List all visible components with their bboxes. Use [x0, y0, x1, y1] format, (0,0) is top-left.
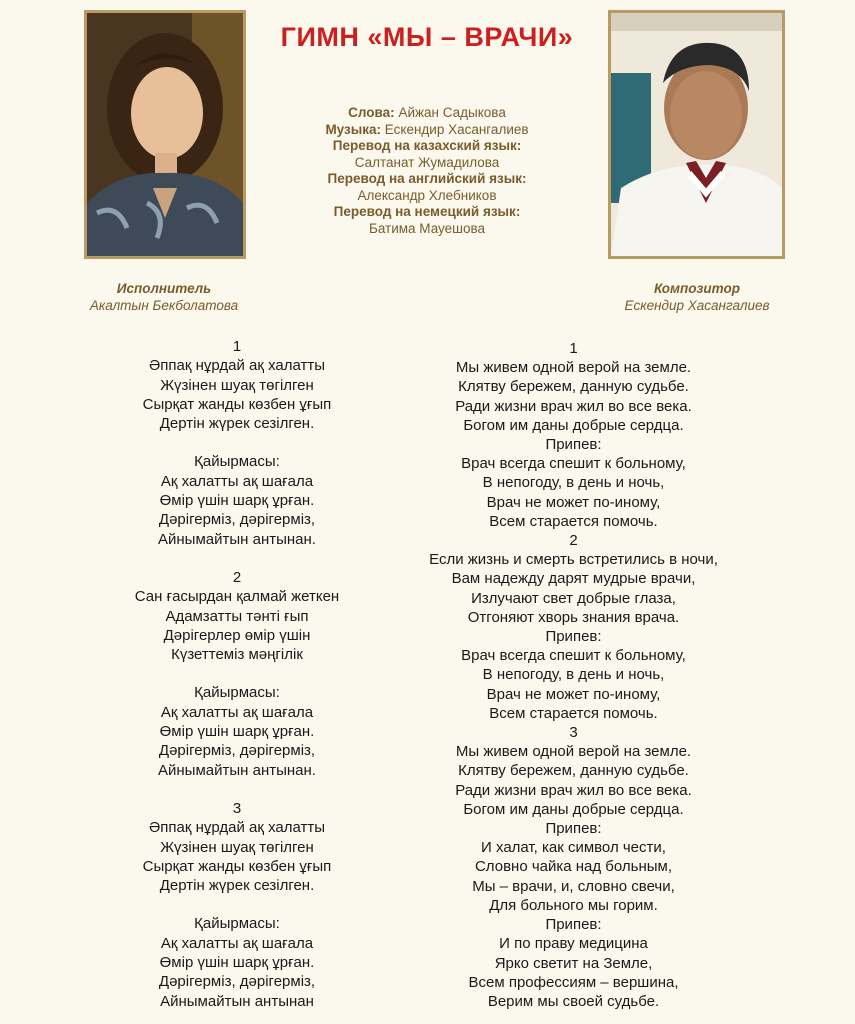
russian-lyric-line: Верим мы своей судьбе.	[487, 992, 660, 1010]
kazakh-lyric-line: 3	[232, 799, 242, 817]
kazakh-lyric-line: Айнымайтын антынан.	[158, 530, 316, 548]
kazakh-lyric-line: Әппақ нұрдай ақ халатты	[148, 819, 326, 837]
russian-lyric-line: Припев:	[545, 916, 602, 934]
kazakh-lyric-line: Жүзінен шуақ төгілген	[160, 838, 314, 856]
credit-music: Музыка: Ескендир Хасангалиев	[325, 121, 529, 137]
russian-lyric-line: Врач не может по-иному,	[486, 493, 661, 511]
kazakh-lyric-line: Айнымайтын антынан	[160, 992, 314, 1010]
russian-lyric-line: Припев:	[545, 628, 602, 646]
russian-lyric-line: 3	[569, 724, 578, 742]
russian-lyric-line: Врач всегда спешит к больному,	[461, 647, 686, 665]
russian-lyric-line: Словно чайка над больным,	[474, 858, 673, 876]
kazakh-lyric-line: Ақ халатты ақ шағала	[160, 703, 314, 721]
kazakh-lyric-line: Адамзатты тәнті ғып	[165, 607, 309, 625]
credit-kazakh-translator: Салтанат Жумадилова	[354, 154, 500, 170]
russian-lyric-line: Мы живем одной верой на земле.	[455, 743, 692, 761]
kazakh-lyric-line	[107, 549, 367, 568]
credit-english-translation-label: Перевод на английский язык:	[327, 171, 527, 186]
kazakh-lyric-line	[107, 780, 367, 799]
russian-lyric-line: Излучают свет добрые глаза,	[471, 589, 676, 607]
russian-lyric-line: Припев:	[545, 820, 602, 838]
russian-lyric-line: Мы живем одной верой на земле.	[455, 359, 692, 377]
russian-lyric-line: Отгоняют хворь знания врача.	[467, 608, 680, 626]
russian-lyric-line: Всем профессиям – вершина,	[468, 973, 679, 991]
kazakh-lyric-line: Дәрігерлер өмір үшін	[163, 626, 311, 644]
kazakh-lyric-line: Сан ғасырдан қалмай жеткен	[134, 588, 340, 606]
kazakh-lyric-line: Дәрігерміз, дәрігерміз,	[158, 973, 316, 991]
russian-lyric-line: Ярко светит на Земле,	[494, 954, 653, 972]
kazakh-lyric-line: Күзеттеміз мәңгілік	[171, 646, 303, 664]
russian-lyric-line: Клятву бережем, данную судьбе.	[458, 762, 689, 780]
kazakh-lyric-line: Қайырмасы:	[194, 915, 280, 933]
russian-lyric-line: Врач всегда спешит к больному,	[461, 455, 686, 473]
russian-lyric-line: Припев:	[545, 436, 602, 454]
russian-lyric-line: Богом им даны добрые сердца.	[463, 800, 684, 818]
kazakh-lyric-line: Сырқат жанды көзбен ұғып	[142, 395, 332, 413]
russian-lyric-line: Всем старается помочь.	[489, 512, 658, 530]
performer-photo	[84, 10, 246, 259]
kazakh-lyric-line: Дәрігерміз, дәрігерміз,	[158, 742, 316, 760]
kazakh-lyric-line: Әппақ нұрдай ақ халатты	[148, 357, 326, 375]
russian-lyric-line: Ради жизни врач жил во все века.	[455, 397, 692, 415]
russian-lyric-line: В непогоду, в день и ночь,	[482, 474, 665, 492]
kazakh-lyric-line: Дертін жүрек сезілген.	[159, 415, 315, 433]
kazakh-lyric-line: Қайырмасы:	[194, 684, 280, 702]
composer-caption	[597, 280, 797, 314]
composer-name: Ескендир Хасангалиев	[624, 298, 770, 313]
kazakh-lyric-line	[107, 664, 367, 683]
kazakh-lyric-line: Өмір үшін шарқ ұрған.	[159, 723, 315, 741]
credit-english-translator: Александр Хлебников	[357, 187, 497, 203]
composer-portrait-graphic	[611, 13, 782, 256]
kazakh-lyric-line	[107, 433, 367, 452]
russian-lyric-line: И по праву медицина	[499, 935, 648, 953]
composer-role: Композитор	[654, 281, 740, 296]
performer-portrait-graphic	[87, 13, 243, 256]
russian-lyric-line: В непогоду, в день и ночь,	[482, 666, 665, 684]
russian-lyric-line: Ради жизни врач жил во все века.	[455, 781, 692, 799]
kazakh-lyric-line: Дертін жүрек сезілген.	[159, 877, 315, 895]
kazakh-lyric-line: Ақ халатты ақ шағала	[160, 934, 314, 952]
kazakh-lyric-line: Айнымайтын антынан.	[158, 761, 316, 779]
credit-german-translator: Батима Мауешова	[368, 220, 486, 236]
russian-lyrics-column	[400, 339, 747, 1011]
russian-lyric-line: 2	[569, 532, 578, 550]
composer-photo	[608, 10, 785, 259]
russian-lyric-line: Если жизнь и смерть встретились в ночи,	[429, 551, 718, 569]
credit-lyrics: Слова: Айжан Садыкова	[348, 105, 506, 120]
russian-lyric-line: Врач не может по-иному,	[486, 685, 661, 703]
credits-block	[246, 105, 608, 237]
russian-lyric-line: Мы – врачи, и, словно свечи,	[472, 877, 675, 895]
kazakh-lyrics-column	[107, 337, 367, 1011]
performer-caption	[64, 280, 264, 314]
russian-lyric-line: И халат, как символ чести,	[481, 839, 666, 857]
credit-kazakh-translation-label: Перевод на казахский язык:	[332, 138, 522, 153]
russian-lyric-line: Для больного мы горим.	[489, 896, 658, 914]
kazakh-lyric-line: Өмір үшін шарқ ұрған.	[159, 954, 315, 972]
kazakh-lyric-line: Сырқат жанды көзбен ұғып	[142, 857, 332, 875]
kazakh-lyric-line: 2	[232, 568, 242, 586]
kazakh-lyric-line	[107, 895, 367, 914]
russian-lyric-line: Клятву бережем, данную судьбе.	[458, 378, 689, 396]
kazakh-lyric-line: Өмір үшін шарқ ұрған.	[159, 492, 315, 510]
credit-german-translation-label: Перевод на немецкий язык:	[333, 204, 521, 219]
russian-lyric-line: Всем старается помочь.	[489, 704, 658, 722]
kazakh-lyric-line: Ақ халатты ақ шағала	[160, 472, 314, 490]
kazakh-lyric-line: Дәрігерміз, дәрігерміз,	[158, 511, 316, 529]
performer-name: Акалтын Бекболатова	[89, 298, 239, 313]
performer-role: Исполнитель	[116, 281, 212, 296]
page-title: ГИМН «МЫ – ВРАЧИ»	[280, 22, 574, 52]
russian-lyric-line: Богом им даны добрые сердца.	[463, 416, 684, 434]
russian-lyric-line: Вам надежду дарят мудрые врачи,	[451, 570, 696, 588]
kazakh-lyric-line: Қайырмасы:	[194, 453, 280, 471]
russian-lyric-line: 1	[569, 340, 578, 357]
kazakh-lyric-line: 1	[232, 338, 242, 355]
kazakh-lyric-line: Жүзінен шуақ төгілген	[160, 376, 314, 394]
